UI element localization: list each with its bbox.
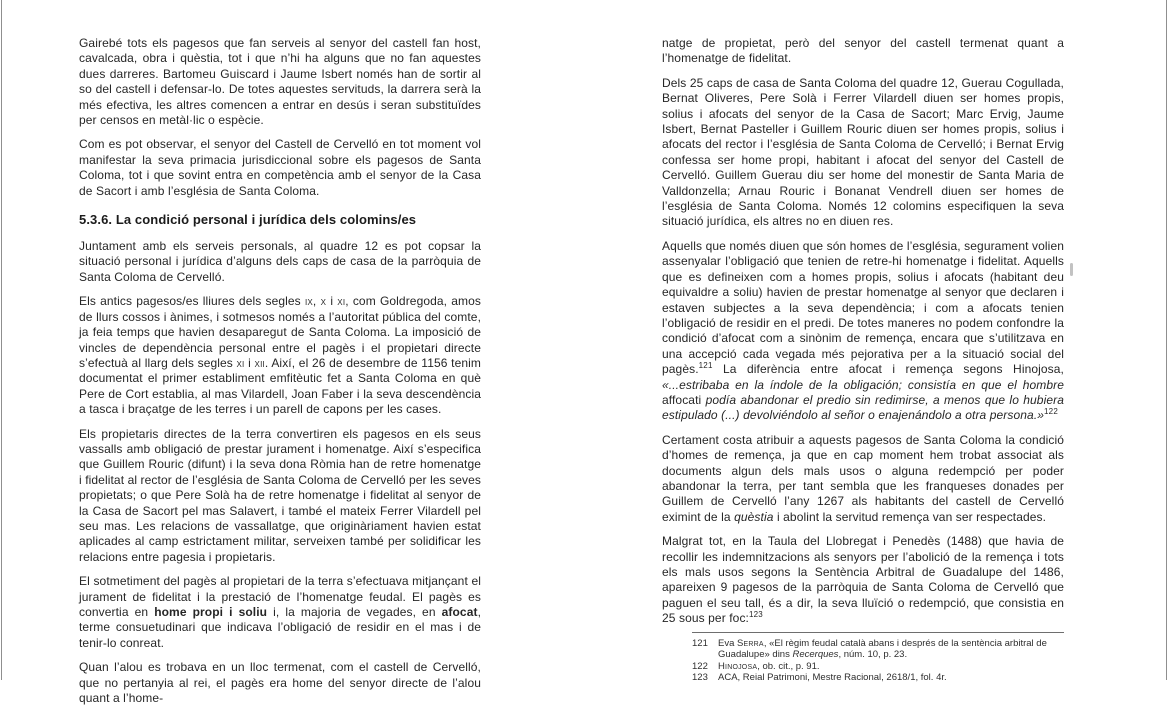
body-paragraph: El sotmetiment del pagès al propietari de la terra s’efectuava mitjançant el jurament de fidelitat i la prestació de l’homenatge feudal. El pagès es convertia en home propi i soliu i, la majoria de vegades, en afocat, terme consuetudinari que indicava l’obligació de residir en el mas i de tenir-lo conreat. — [79, 574, 482, 650]
footnote-text: Hinojosa, ob. cit., p. 91. — [718, 660, 820, 672]
footnote-text: Eva Serra, «El règim feudal català abans i després de la sentència arbitral de Guadalupe» dins Recerques, núm. 10, p. 23. — [718, 638, 1047, 660]
body-paragraph: Certament costa atribuir a aquests pagesos de Santa Coloma la condició d’homes de remença, ja que en cap moment hem trobat associat als documents algun dels mals usos o alguna redempció per poder abandonar la terra, per tant sembla que les franqueses donades per Guillem de Cervelló l’any 1267 als habitants del castell de Cervelló eximint de la quèstia i abolint la servitud remença van ser respectades. — [662, 432, 1064, 524]
footnote-text: ACA, Reial Patrimoni, Mestre Racional, 2618/1, fol. 4r. — [718, 672, 947, 684]
footnote-number: 122 — [692, 660, 708, 672]
footnote — [692, 662, 1064, 673]
body-paragraph: Malgrat tot, en la Taula del Llobregat i Penedès (1488) que havia de recollir les indemnitzacions als senyors per l’abolició de la remença i tots els mals usos segons la Sentència Arbitral de Guadalupe del 1486, apareixen 9 pagesos de la parròquia de Santa Coloma de Cervelló que paguen el seu tall, és a dir, la seva lluïció o redempció, que consistia en 25 sous per foc:$^{123}$ — [662, 534, 1064, 626]
body-paragraph: Els antics pagesos/es lliures dels segles ix, x i xi, com Goldregoda, amos de llurs cossos i ànimes, i sotmesos només a l’autoritat pública del comte, ja feia temps que havien desaparegut de Santa Coloma. La imposició de vincles de dependència personal entre el pagès i el propietari directe s’efectuà al llarg dels segles xi i xii. Així, el 26 de desembre de 1156 tenim documentat el primer establiment emfitèutic fet a Santa Coloma en què Pere de Cort establia, al mas Vilardell, Joan Faber i la seva descendència a tasca i braçatge de les terres i un parell de capons per les cases. — [79, 294, 481, 417]
footnote — [692, 673, 1064, 684]
left-page-edge-line — [1, 0, 2, 680]
body-paragraph: Com es pot observar, el senyor del Castell de Cervelló en tot moment vol manifestar la seva primacia jurisdiccional sobre els pagesos de Santa Coloma, tot i que sovint entra en competència amb el senyor de la Casa de Sacort i amb l’església de Santa Coloma. — [79, 137, 481, 198]
right-page-column — [662, 36, 1064, 636]
footnote-rule — [692, 632, 1064, 633]
footnote-number: 121 — [692, 638, 708, 649]
body-paragraph: Els propietaris directes de la terra convertiren els pagesos en els seus vassalls amb obligació de prestar jurament i homenatge. Així s’especifica que Guillem Rouric (difunt) i la seva dona Ròmia han de retre homenatge i fidelitat al rector de l’església de Santa Coloma de Cervelló per les seves propietats; o que Pere Solà ha de retre homenatge i fidelitat al senyor de la Casa de Sacort pel mas Salavert, i també el mateix Ferrer Vilardell pel seu mas. Les relacions de vassallatge, que originàriament havien estat aplicades al camp estrictament militar, serveixen també per solidificar les relacions entre pagesia i propietaris. — [79, 426, 481, 564]
section-heading: 5.3.6. La condició personal i jurídica dels colomins/es — [79, 212, 417, 228]
body-paragraph: Aquells que només diuen que són homes de l’església, segurament volien assenyalar l’obligació que tenien de retre-hi homenatge i fidelitat. Aquells que es defineixen com a homes propis, solius i afocats (habitant deu equivaldre a soliu) havien de prestar homenatge al senyor que declaren i estaven subjectes a la seva dependència; i com a afocats tenien l’obligació de residir en el predi. De totes maneres no podem confondre la condició d’afocat com a sinònim de remença, encara que s’utilitzava en una accepció cada vegada més pejorativa per a la situació social del pagès.$^{121}$ La diferència entre afocat i remença segons Hinojosa, «...estribaba en la índole de la obligación; consistía en que el hombre affocati podía abandonar el predio sin redimirse, a menos que lo hubiera estipulado (...) devolviéndolo al señor o enajenándolo a otra persona.»$^{122}$ — [662, 238, 1064, 423]
scan-artifact-speck — [1070, 263, 1073, 276]
body-paragraph: Quan l’alou es trobava en un lloc termenat, com el castell de Cervelló, que no pertanyia al rei, el pagès era home del senyor directe de l’alou quant a l’home- — [79, 660, 481, 706]
right-page-edge-line — [1166, 0, 1167, 680]
body-paragraph: natge de propietat, però del senyor del castell termenat quant a l’homenatge de fidelitat. — [662, 36, 1064, 66]
left-page-column — [79, 36, 481, 715]
body-paragraph: Juntament amb els serveis personals, al quadre 12 es pot copsar la situació personal i jurídica d’alguns dels caps de casa de la parròquia de Santa Coloma de Cervelló. — [79, 239, 481, 284]
footnotes-block — [692, 632, 1064, 685]
footnote — [692, 639, 1064, 661]
footnote-number: 123 — [692, 672, 708, 684]
body-paragraph: Dels 25 caps de casa de Santa Coloma del quadre 12, Guerau Cogullada, Bernat Oliveres, Pere Solà i Ferrer Vilardell diuen ser homes propis, solius i afocats del senyor de la Casa de Sacort; Marc Ervig, Jaume Isbert, Bernat Pasteller i Guillem Rouric diuen ser homes propis, solius i afocats del rector i l’església de Santa Coloma de Cervelló; i Bernat Ervig confessa ser home propi, habitant i afocat del senyor del Castell de Cervelló. Guillem Guerau diu ser home del monestir de Santa Maria de Valldonzella; Arnau Rouric i Bonanat Vendrell diuen ser homes de l’església de Santa Coloma. Només 12 colomins especifiquen la seva situació jurídica, els altres no en diuen res. — [662, 75, 1064, 229]
body-paragraph: Gairebé tots els pagesos que fan serveis al senyor del castell fan host, cavalcada, obra i quèstia, tot i que n’hi ha alguns que no fan aquestes dues darreres. Bartomeu Guiscard i Jaume Isbert només han de sortir al so del castell i defensar-lo. De totes aquestes servituds, la darrera serà la més efectiva, les altres comencen a entrar en desús i seran substituïdes per censos en metàl·lic o espècie. — [79, 36, 481, 128]
